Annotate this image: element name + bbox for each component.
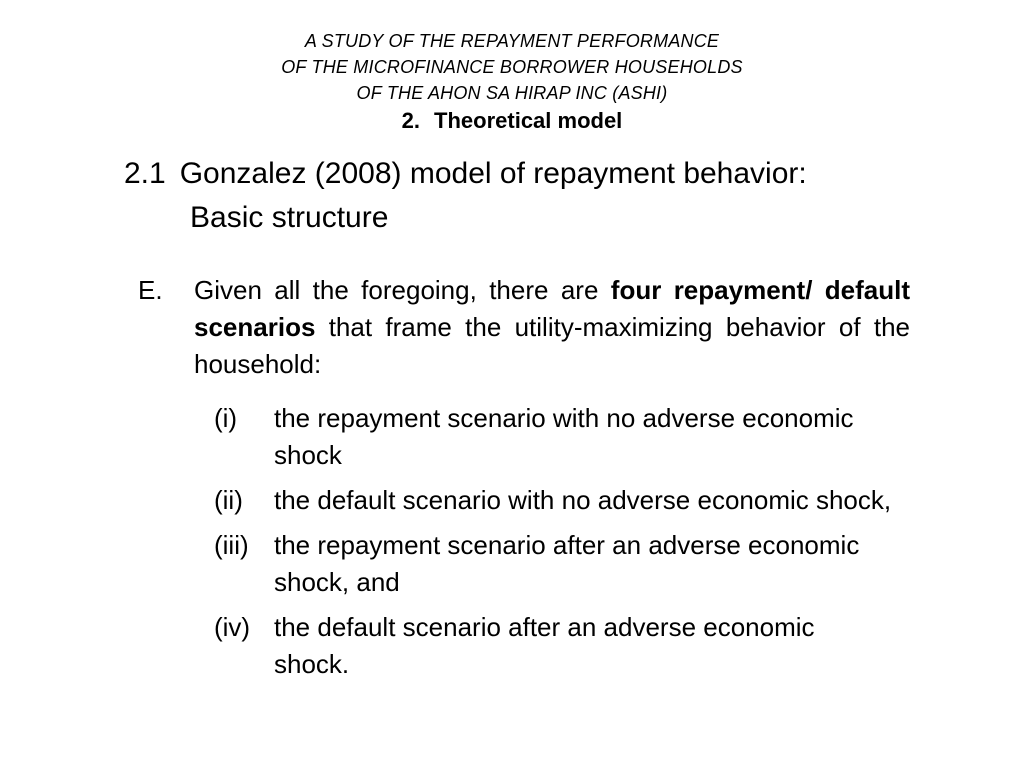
paragraph-text xyxy=(194,272,910,383)
paragraph-bold-text: four repayment/ default scenarios xyxy=(194,275,911,342)
slide-subtitle xyxy=(124,152,924,240)
scenario-item xyxy=(214,400,894,474)
subtitle-number: 2.1 xyxy=(124,157,166,190)
scenario-text: the default scenario with no adverse economic shock, xyxy=(274,485,892,515)
scenario-list xyxy=(214,400,894,691)
section-heading xyxy=(0,106,1024,136)
paragraph-text-before: Given all the foregoing, there are xyxy=(194,275,611,305)
scenario-marker: (ii) xyxy=(214,485,243,515)
study-title-line-2: OF THE MICROFINANCE BORROWER HOUSEHOLDS xyxy=(281,57,743,77)
scenario-text: the repayment scenario after an adverse economic shock, and xyxy=(274,530,860,597)
paragraph-text-after: that frame the utility-maximizing behavior of the household: xyxy=(194,312,910,379)
paragraph-marker: E. xyxy=(138,275,163,305)
section-number: 2. xyxy=(401,108,421,133)
scenario-item xyxy=(214,527,894,601)
subtitle-line-2: Basic structure xyxy=(190,201,389,234)
scenario-marker: (iii) xyxy=(214,530,249,560)
paragraph-e xyxy=(138,272,910,383)
scenario-marker: (i) xyxy=(214,403,238,433)
scenario-text: the repayment scenario with no adverse economic shock xyxy=(274,403,854,470)
section-title: Theoretical model xyxy=(434,108,623,133)
scenario-item xyxy=(214,482,894,519)
study-title-line-1: A STUDY OF THE REPAYMENT PERFORMANCE xyxy=(304,31,720,51)
scenario-item xyxy=(214,609,894,683)
study-title-line-3: OF THE AHON SA HIRAP INC (ASHI) xyxy=(356,83,668,103)
slide-header xyxy=(0,28,1024,136)
subtitle-line-1: Gonzalez (2008) model of repayment behavior: xyxy=(179,157,807,190)
scenario-marker: (iv) xyxy=(214,612,251,642)
scenario-text: the default scenario after an adverse economic shock. xyxy=(274,612,815,679)
